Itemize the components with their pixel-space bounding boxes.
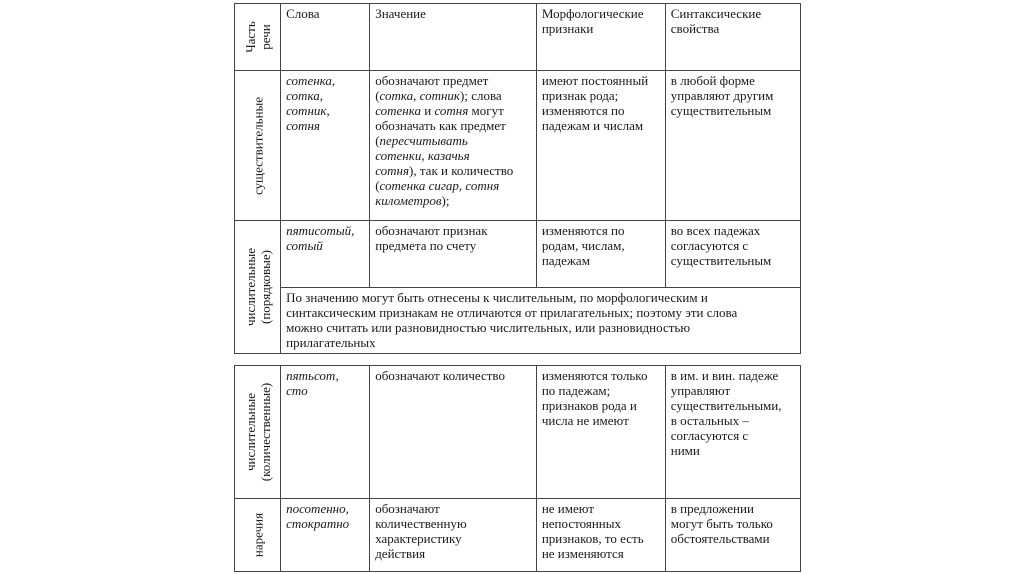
syntax-cell-adverb: в предложении могут быть только обстоятельствами (665, 499, 800, 572)
meaning-cell-adverb: обозначают количественную характеристику действия (370, 499, 537, 572)
meaning-seg: могут обозначать как предмет ( (375, 103, 506, 148)
words-cell-ordinal: пятисотый, сотый (281, 221, 370, 288)
meaning-seg: пересчитывать сотенки, казачья сотня (375, 133, 470, 178)
table-row-ordinal (235, 221, 801, 288)
syntax-cell-nouns: в любой форме управляют другим существительным (665, 71, 800, 221)
meaning-seg: ); (441, 193, 450, 208)
part-label-nouns: существительные (250, 96, 266, 195)
part-cell-nouns (235, 71, 281, 221)
header-part-label: Часть речи (242, 21, 273, 53)
grammar-table-2 (234, 365, 801, 572)
header-row (235, 4, 801, 71)
syntax-cell-ordinal: во всех падежах согласуются с существительным (665, 221, 800, 288)
syntax-cell-cardinal: в им. и вин. падеже управляют существительными, в остальных – согласуются с ними (665, 366, 800, 499)
words-cell-cardinal: пятьсот, сто (281, 366, 370, 499)
grammar-table-1 (234, 3, 801, 354)
header-syntax: Синтаксические свойства (665, 4, 800, 71)
meaning-cell-ordinal: обозначают признак предмета по счету (370, 221, 537, 288)
meaning-cell-cardinal: обозначают количество (370, 366, 537, 499)
header-meaning: Значение (370, 4, 537, 71)
part-cell-ordinal (235, 221, 281, 354)
meaning-seg: сотенка сигар, сотня километров (375, 178, 500, 208)
morph-cell-nouns: имеют постоянный признак рода; изменяются по падежам и числам (536, 71, 665, 221)
meaning-seg: сотенка (375, 103, 421, 118)
words-cell-nouns: сотенка, сотка, сотник, сотня (281, 71, 370, 221)
morph-cell-ordinal: изменяются по родам, числам, падежам (536, 221, 665, 288)
meaning-seg: ); слова (460, 88, 502, 103)
meaning-seg: ), так и количество ( (375, 163, 514, 193)
header-words: Слова (281, 4, 370, 71)
part-label-adverb: наречия (250, 512, 266, 558)
table-row-cardinal (235, 366, 801, 499)
header-morphology: Морфологические признаки (536, 4, 665, 71)
meaning-seg: сотня (434, 103, 469, 118)
meaning-seg: обозначают предмет ( (375, 73, 489, 103)
meaning-seg: и (421, 103, 435, 118)
part-label-cardinal: числительные (количественные) (242, 382, 273, 482)
table-row-nouns (235, 71, 801, 221)
table-row-note (235, 288, 801, 354)
words-cell-adverb: посотенно, стократно (281, 499, 370, 572)
header-part-of-speech (235, 4, 281, 71)
meaning-seg: сотка, сотник (379, 88, 460, 103)
meaning-cell-nouns (370, 71, 537, 221)
part-cell-adverb (235, 499, 281, 572)
table-row-adverb (235, 499, 801, 572)
part-cell-cardinal (235, 366, 281, 499)
ordinal-note: По значению могут быть отнесены к числительным, по морфологическим и синтаксическим признакам не отличаются от прилагательных; поэтому эти слова можно считать или разновидностью числительных, или разновидностью прилагательных (281, 288, 801, 354)
morph-cell-adverb: не имеют непостоянных признаков, то есть не изменяются (536, 499, 665, 572)
part-label-ordinal: числительные (порядковые) (242, 247, 273, 327)
morph-cell-cardinal: изменяются только по падежам; признаков рода и числа не имеют (536, 366, 665, 499)
